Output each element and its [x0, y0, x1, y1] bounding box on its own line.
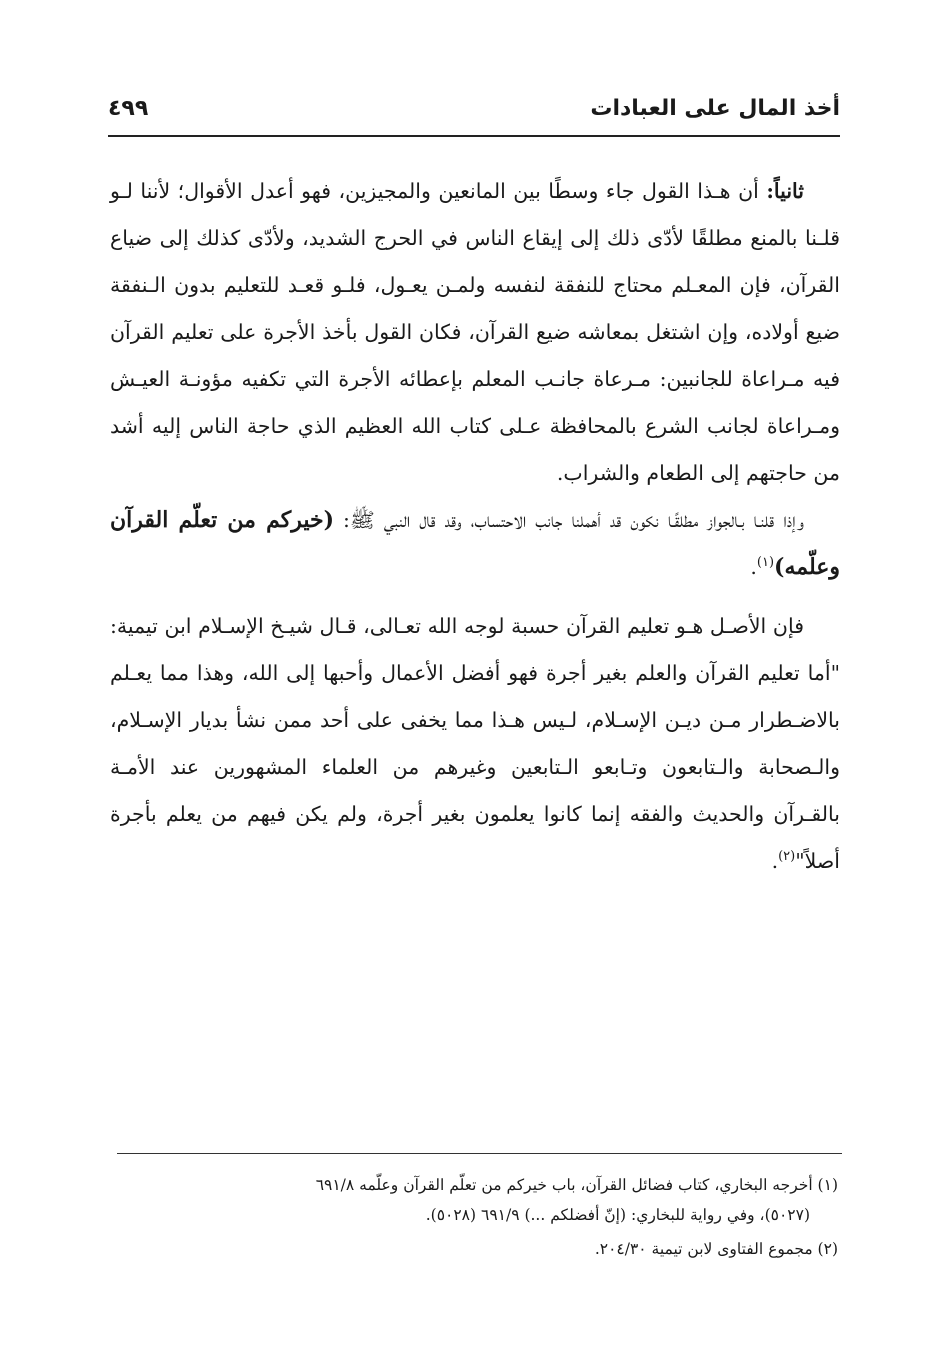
footnote-2: (٢) مجموع الفتاوى لابن تيمية ٢٠٤/٣٠. [594, 1240, 838, 1258]
page-number: ٤٩٩ [108, 96, 149, 121]
paragraph-end: . [771, 849, 779, 873]
paragraph-text: وإذا قلنـا بـالجواز مطلقًـا نكون قد أهملنا جانب الاحتساب، وقد قال النبي ﷺ: [343, 508, 804, 532]
footnote-ref-1[interactable]: (١) [756, 555, 775, 571]
paragraph-lead: ثانياً: [766, 179, 804, 203]
footnote-1-line-1: (١) أخرجه البخاري، كتاب فضائل القرآن، باب خيركم من تعلّم القرآن وعلّمه ٦٩١/٨ [315, 1176, 838, 1194]
footnote-1-line-2: (٥٠٢٧)، وفي رواية للبخاري: (إنّ أفضلكم ...) ٦٩١/٩ (٥٠٢٨). [425, 1206, 810, 1224]
paragraph-text: أن هـذا القول جاء وسطًا بين المانعين والمجيزين، فهو أعدل الأقوال؛ لأننا لـو قلـنا بالمنع مطلقًا لأدّى ذلك إلى إيقاع الناس في الحرج الشديد، ولأدّى كذلك إلى ضياع القرآن، فإن المعـلم محتاج للنفقة لنفسه ولمـن يعـول، فلـو قعـد للتعليم بدون الـنفقة ضيع أولاده، وإن اشتغل بمعاشه ضيع القرآن، فكان القول بأخذ الأجرة على تعليم القرآن فيه مـراعاة للجانبين: مـرعاة جانـب المعلم بإعطائه الأجرة التي تكفيه مؤونـة العيـش ومـراعاة لجانب الشرع بالمحافظة عـلى كتاب الله العظيم الذي حاجة الناس إليه أشد من حاجتهم إلى الطعام والشراب. [110, 179, 840, 485]
running-title: أخذ المال على العبادات [590, 96, 840, 121]
paragraph-ibn-taymiyya [110, 603, 840, 885]
paragraph-secondly [110, 168, 840, 497]
footnotes [110, 1170, 838, 1268]
main-text [110, 168, 840, 885]
footnote-1 [110, 1170, 838, 1230]
paragraph-permissibility [110, 497, 840, 591]
hadith-quote: (خيركم من تعلّم القرآن وعلّمه) [110, 507, 840, 580]
header-divider [108, 135, 840, 137]
paragraph-end: . [750, 555, 757, 579]
footnote-divider [117, 1153, 842, 1154]
paragraph-text: فإن الأصـل هـو تعليم القرآن حسبة لوجه الله تعـالى، قـال شيـخ الإسـلام ابن تيمية: "أما تعليم القرآن والعلم بغير أجرة فهو أفضل الأعمال وأحبها إلى الله، وهذا مما يعـلم بالاضـطرار مـن ديـن الإسـلام، لـيس هـذا مما يخفى على أحد ممن نشأ بديار الإسـلام، والـصحابة والـتابعون وتـابعو الـتابعين وغيرهم من العلماء المشهورين عند الأمـة بالقـرآن والحديث والفقه إنما كانوا يعلمون بغير أجرة، ولم يكن فيهم من يعلم بأجرة أصلاً" [110, 614, 841, 873]
footnote-ref-2[interactable]: (٢) [778, 849, 796, 865]
running-header [108, 96, 840, 130]
